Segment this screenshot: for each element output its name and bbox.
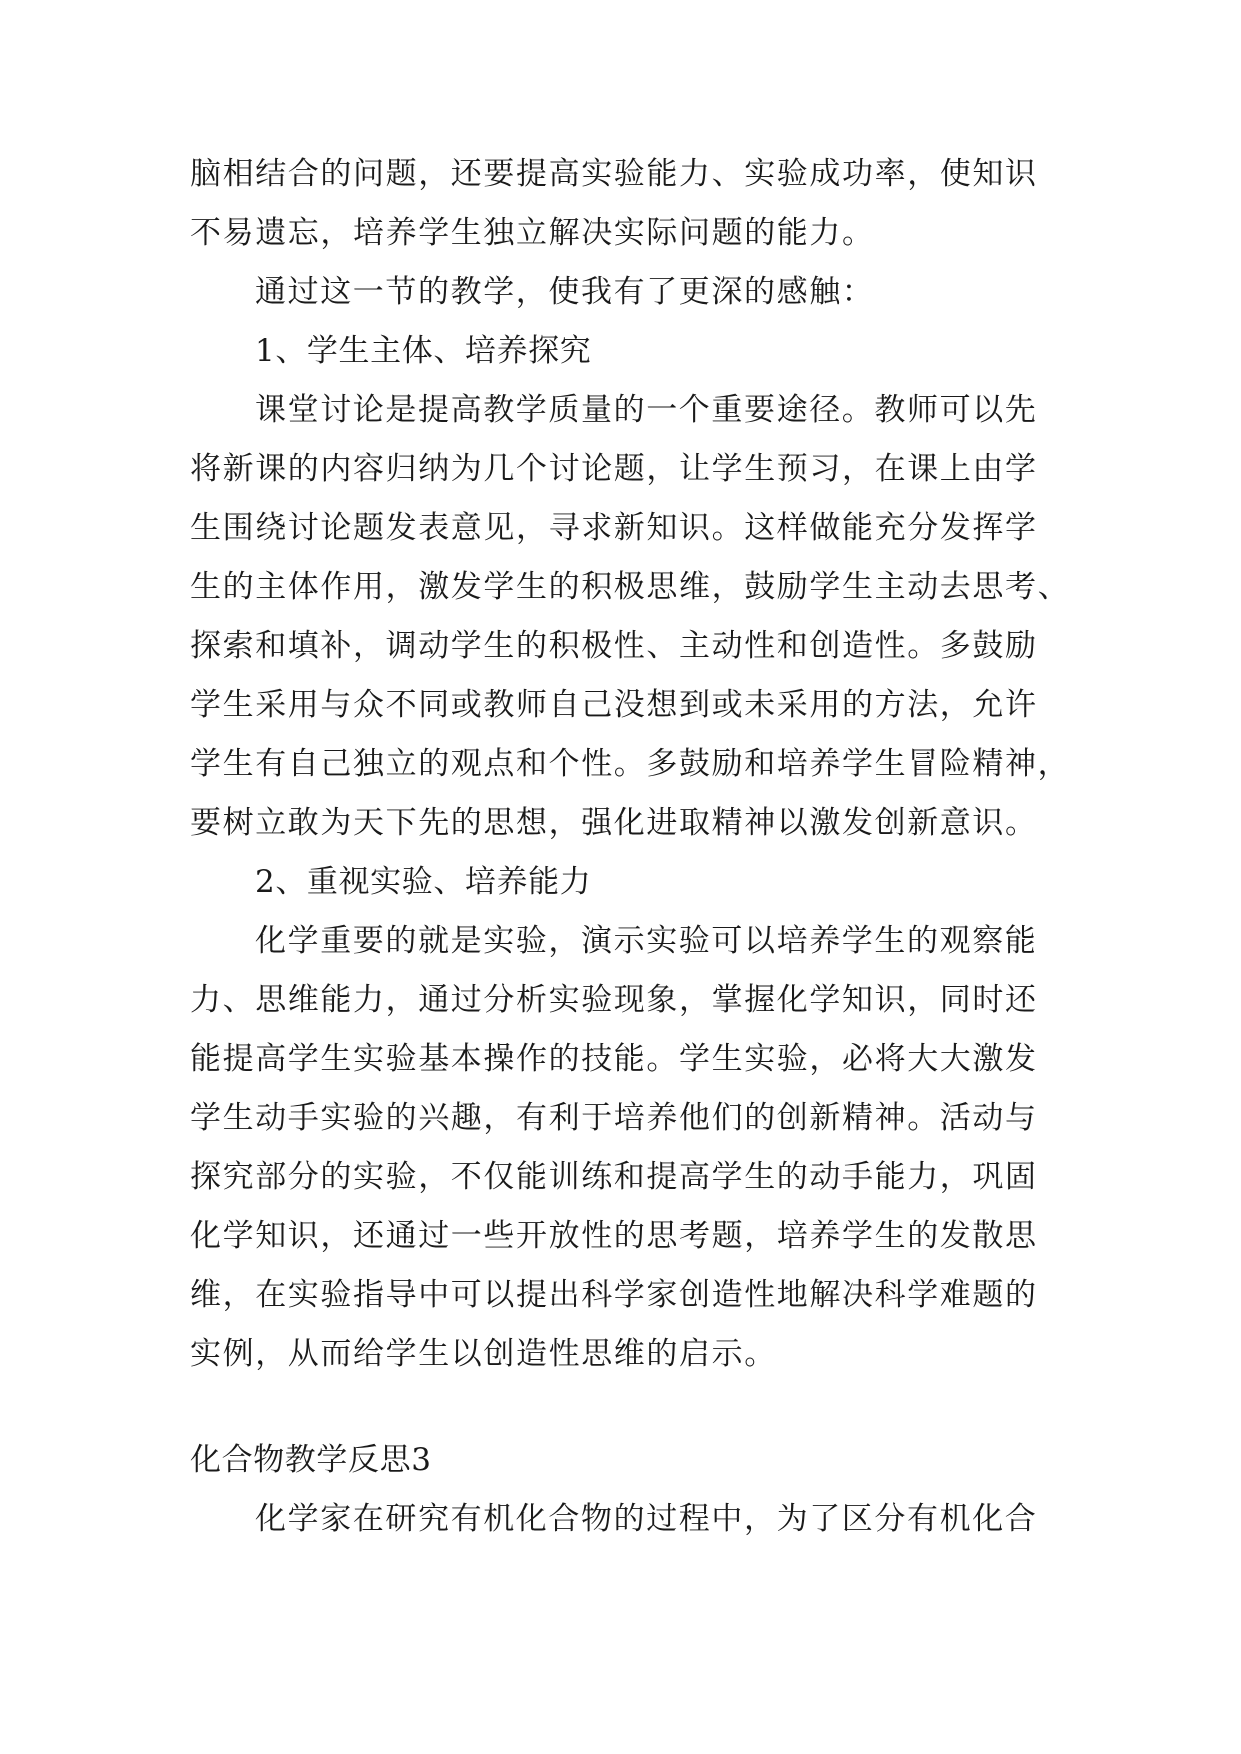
paragraph-line: 学生动手实验的兴趣，有利于培养他们的创新精神。活动与 (190, 1100, 1038, 1136)
paragraph-line: 能提高学生实验基本操作的技能。学生实验，必将大大激发 (190, 1041, 1038, 1077)
paragraph-line: 维，在实验指导中可以提出科学家创造性地解决科学难题的 (190, 1277, 1038, 1313)
paragraph-line: 不易遗忘，培养学生独立解决实际问题的能力。 (190, 215, 875, 251)
paragraph-line: 力、思维能力，通过分析实验现象，掌握化学知识，同时还 (190, 982, 1038, 1018)
paragraph-line: 化学知识，还通过一些开放性的思考题，培养学生的发散思 (190, 1218, 1038, 1254)
paragraph-line: 生围绕讨论题发表意见，寻求新知识。这样做能充分发挥学 (190, 510, 1038, 546)
paragraph-line: 课堂讨论是提高教学质量的一个重要途径。教师可以先 (255, 392, 1038, 428)
paragraph-line: 要树立敢为天下先的思想，强化进取精神以激发创新意识。 (190, 805, 1038, 841)
paragraph-line: 学生有自己独立的观点和个性。多鼓励和培养学生冒险精神， (190, 746, 1071, 782)
paragraph-line: 探索和填补，调动学生的积极性、主动性和创造性。多鼓励 (190, 628, 1038, 664)
paragraph-line: 化学重要的就是实验，演示实验可以培养学生的观察能 (255, 923, 1038, 959)
section-subheading: 2、重视实验、培养能力 (255, 864, 592, 900)
paragraph-line: 实例，从而给学生以创造性思维的启示。 (190, 1336, 777, 1372)
paragraph-line: 将新课的内容归纳为几个讨论题，让学生预习，在课上由学 (190, 451, 1038, 487)
paragraph-line: 脑相结合的问题，还要提高实验能力、实验成功率，使知识 (190, 156, 1038, 192)
paragraph-line: 探究部分的实验，不仅能训练和提高学生的动手能力，巩固 (190, 1159, 1038, 1195)
section-subheading: 1、学生主体、培养探究 (255, 333, 592, 369)
paragraph-line: 化学家在研究有机化合物的过程中，为了区分有机化合 (255, 1501, 1038, 1537)
paragraph-line: 学生采用与众不同或教师自己没想到或未采用的方法，允许 (190, 687, 1038, 723)
paragraph-line: 通过这一节的教学，使我有了更深的感触： (255, 274, 875, 310)
section-title: 化合物教学反思3 (190, 1442, 432, 1478)
paragraph-line: 生的主体作用，激发学生的积极思维，鼓励学生主动去思考、 (190, 569, 1071, 605)
